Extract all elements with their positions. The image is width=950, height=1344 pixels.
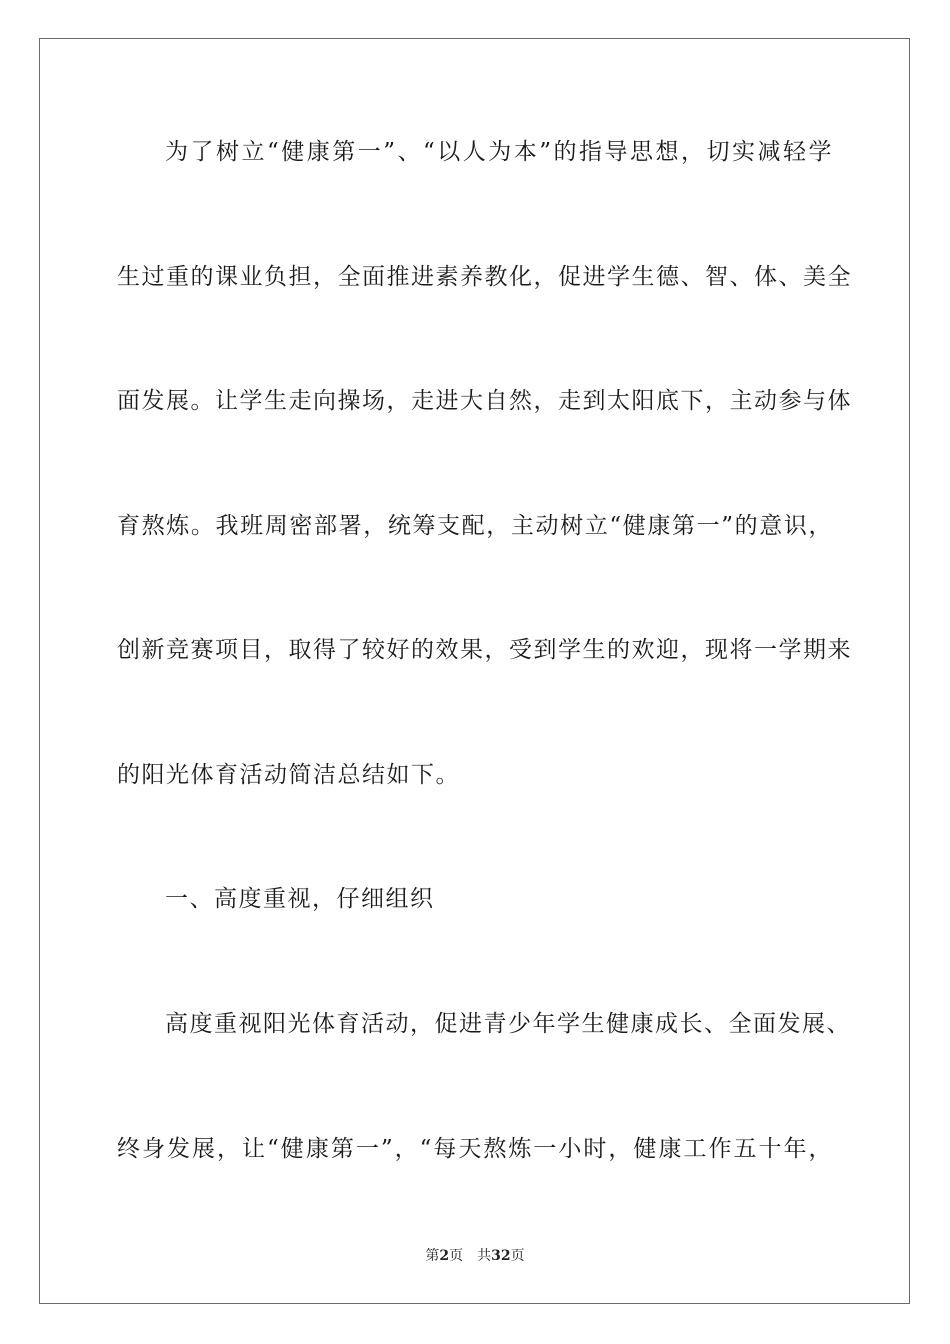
footer-total-prefix: 共 bbox=[477, 1248, 492, 1264]
footer-total-suffix: 页 bbox=[510, 1248, 525, 1264]
paragraph-1-line-6: 的阳光体育活动简洁总结如下。 bbox=[117, 762, 460, 788]
page-border bbox=[39, 38, 910, 1304]
paragraph-1-line-3: 面发展。让学生走向操场，走进大自然，走到太阳底下，主动参与体 bbox=[117, 388, 852, 414]
paragraph-2-line-2: 终身发展，让“健康第一”，“每天熬炼一小时，健康工作五十年， bbox=[117, 1136, 833, 1162]
footer-page-suffix: 页 bbox=[449, 1248, 464, 1264]
footer-page-prefix: 第 bbox=[425, 1248, 440, 1264]
footer-current-page: 2 bbox=[439, 1248, 450, 1264]
paragraph-1-line-1: 为了树立“健康第一”、“以人为本”的指导思想，切实减轻学 bbox=[165, 139, 833, 165]
paragraph-1-line-5: 创新竞赛项目，取得了较好的效果，受到学生的欢迎，现将一学期来 bbox=[117, 637, 852, 663]
paragraph-2-line-1: 高度重视阳光体育活动，促进青少年学生健康成长、全面发展、 bbox=[165, 1011, 851, 1037]
paragraph-1-line-4: 育熬炼。我班周密部署，统筹支配，主动树立“健康第一”的意识， bbox=[117, 513, 833, 539]
page-footer bbox=[0, 1247, 950, 1265]
section-heading: 一、高度重视，仔细组织 bbox=[165, 886, 435, 912]
paragraph-1-line-2: 生过重的课业负担，全面推进素养教化，促进学生德、智、体、美全 bbox=[117, 264, 852, 290]
footer-total-pages: 32 bbox=[491, 1248, 511, 1264]
